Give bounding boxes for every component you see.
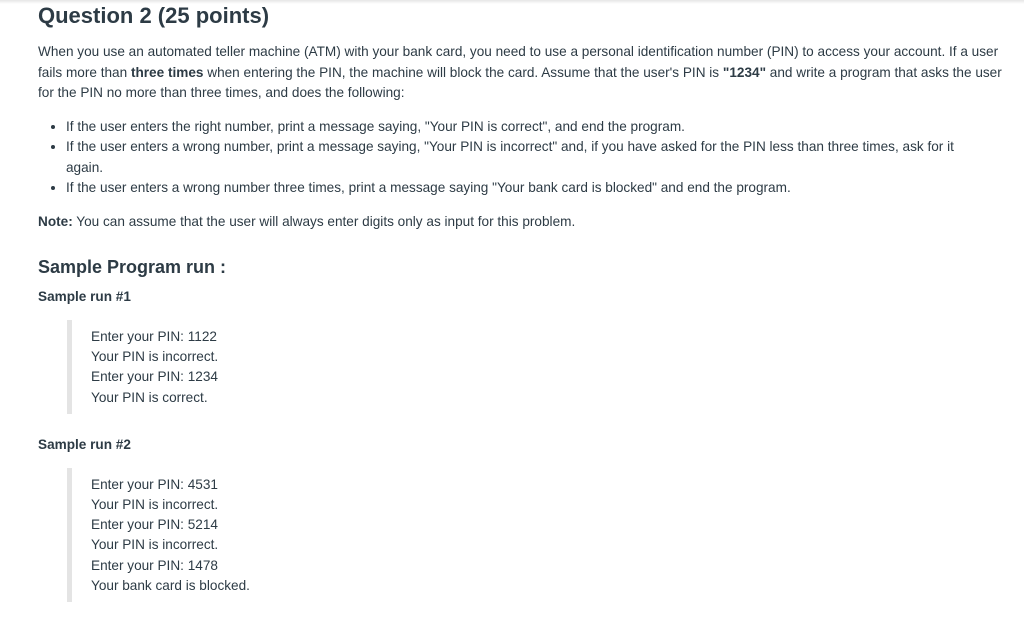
output-line: Enter your PIN: 1478 [91,557,218,573]
rules-list [38,117,994,199]
output-line: Your bank card is blocked. [91,577,250,593]
question-title: Question 2 (25 points) [38,3,270,28]
output-line: Your PIN is incorrect. [91,497,219,513]
output-line: Your PIN is correct. [91,389,208,405]
question-intro [38,42,1020,104]
question-content [38,0,1020,602]
output-line: Your PIN is incorrect. [91,349,219,365]
sample-run-2-output [67,468,1020,602]
output-line: Enter your PIN: 1234 [91,369,218,385]
output-line: Your PIN is incorrect. [91,537,219,553]
intro-text-3: and write a program that asks the user for the PIN no more than three times, and does the following: [38,64,1002,100]
output-line: Enter your PIN: 4531 [91,476,218,492]
note-label: Note: [38,213,73,229]
sample-run-1-title: Sample run #1 [38,289,131,304]
note-paragraph [38,212,1020,233]
intro-text-2: when entering the PIN, the machine will block the card. Assume that the user's PIN is [203,64,723,80]
rule-item: • If the user enters a wrong number, print a message saying, "Your PIN is incorrect" and, if you have asked for the PIN less than three times, ask for it again. [66,137,994,178]
rule-item: • If the user enters the right number, print a message saying, "Your PIN is correct", and end the program. [66,117,994,138]
intro-bold-three-times: three times [130,64,204,80]
intro-text-1: When you use an automated teller machine (ATM) with your bank card, you need to use a personal identification number (PIN) to access your account. If a user fails more than [38,44,999,80]
sample-run-1-output [67,320,1020,414]
note-text: You can assume that the user will always enter digits only as input for this problem. [72,213,576,229]
output-line: Enter your PIN: 1122 [91,329,217,344]
sample-run-2-title: Sample run #2 [38,436,131,452]
intro-bold-pin: "1234" [722,64,767,80]
sample-program-heading: Sample Program run : [38,257,227,277]
output-line: Enter your PIN: 5214 [91,517,218,533]
rule-item: • If the user enters a wrong number three times, print a message saying "Your bank card is blocked" and end the program. [66,178,994,199]
